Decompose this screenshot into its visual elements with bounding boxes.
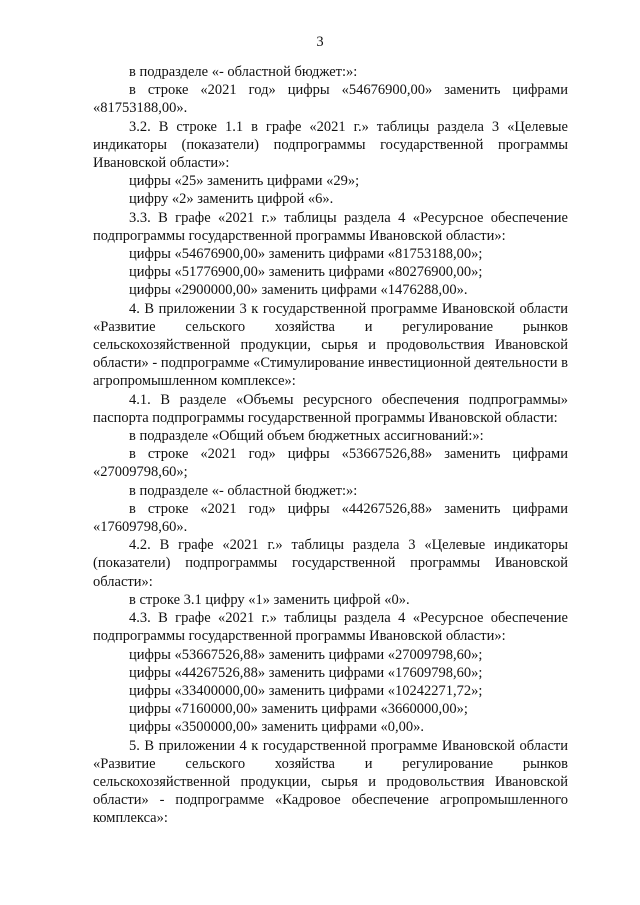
- paragraph: цифры «44267526,88» заменить цифрами «17609798,60»;: [129, 664, 483, 681]
- paragraph: 5. В приложении 4 к государственной программе Ивановской области «Развитие сельского хозяйства и регулирование рынков сельскохозяйственной продукции, сырья и продовольствия Ивановской области» - подпрограмме «Кадровое обеспечение агропромышленного комплекса»:: [93, 737, 568, 827]
- document-body: [93, 63, 568, 828]
- paragraph: в подразделе «- областной бюджет:»:: [129, 64, 358, 80]
- paragraph: в подразделе «- областной бюджет:»:: [129, 482, 358, 499]
- page-number: 3: [316, 34, 324, 50]
- paragraph: 4.1. В разделе «Объемы ресурсного обеспечения подпрограммы» паспорта подпрограммы государственной программы Ивановской области:: [93, 391, 568, 426]
- paragraph: 3.2. В строке 1.1 в графе «2021 г.» таблицы раздела 3 «Целевые индикаторы (показатели) подпрограммы государственной программы Ивановской области»:: [93, 118, 568, 172]
- paragraph: цифры «25» заменить цифрами «29»;: [129, 173, 360, 190]
- paragraph: цифры «7160000,00» заменить цифрами «3660000,00»;: [129, 701, 468, 718]
- paragraph: в строке «2021 год» цифры «44267526,88» заменить цифрами «17609798,60».: [93, 500, 568, 536]
- paragraph: 4.3. В графе «2021 г.» таблицы раздела 4 «Ресурсное обеспечение подпрограммы государственной программы Ивановской области»:: [93, 610, 568, 645]
- paragraph: цифры «51776900,00» заменить цифрами «80276900,00»;: [129, 264, 483, 281]
- paragraph: 4.2. В графе «2021 г.» таблицы раздела 3 «Целевые индикаторы (показатели) подпрограммы государственной программы Ивановской области»:: [93, 537, 568, 590]
- paragraph: в строке «2021 год» цифры «53667526,88» заменить цифрами «27009798,60»;: [93, 446, 568, 481]
- paragraph: цифры «54676900,00» заменить цифрами «81753188,00»;: [129, 246, 483, 263]
- paragraph: цифры «53667526,88» заменить цифрами «27009798,60»;: [129, 646, 483, 663]
- paragraph: цифру «2» заменить цифрой «6».: [129, 191, 334, 208]
- paragraph: цифры «33400000,00» заменить цифрами «10242271,72»;: [129, 682, 483, 699]
- paragraph: 4. В приложении 3 к государственной программе Ивановской области «Развитие сельского хозяйства и регулирование рынков сельскохозяйственной продукции, сырья и продовольствия Ивановской области» - подпрограмме «Стимулирование инвестиционной деятельности в агропромышленном комплексе»:: [93, 300, 568, 390]
- paragraph: в подразделе «Общий объем бюджетных ассигнований:»:: [129, 428, 484, 445]
- paragraph: цифры «3500000,00» заменить цифрами «0,00».: [129, 719, 425, 736]
- paragraph: цифры «2900000,00» заменить цифрами «1476288,00».: [129, 282, 468, 299]
- paragraph: в строке 3.1 цифру «1» заменить цифрой «0».: [129, 591, 410, 608]
- paragraph: в строке «2021 год» цифры «54676900,00» заменить цифрами «81753188,00».: [93, 82, 568, 117]
- paragraph: 3.3. В графе «2021 г.» таблицы раздела 4 «Ресурсное обеспечение подпрограммы государственной программы Ивановской области»:: [93, 209, 568, 244]
